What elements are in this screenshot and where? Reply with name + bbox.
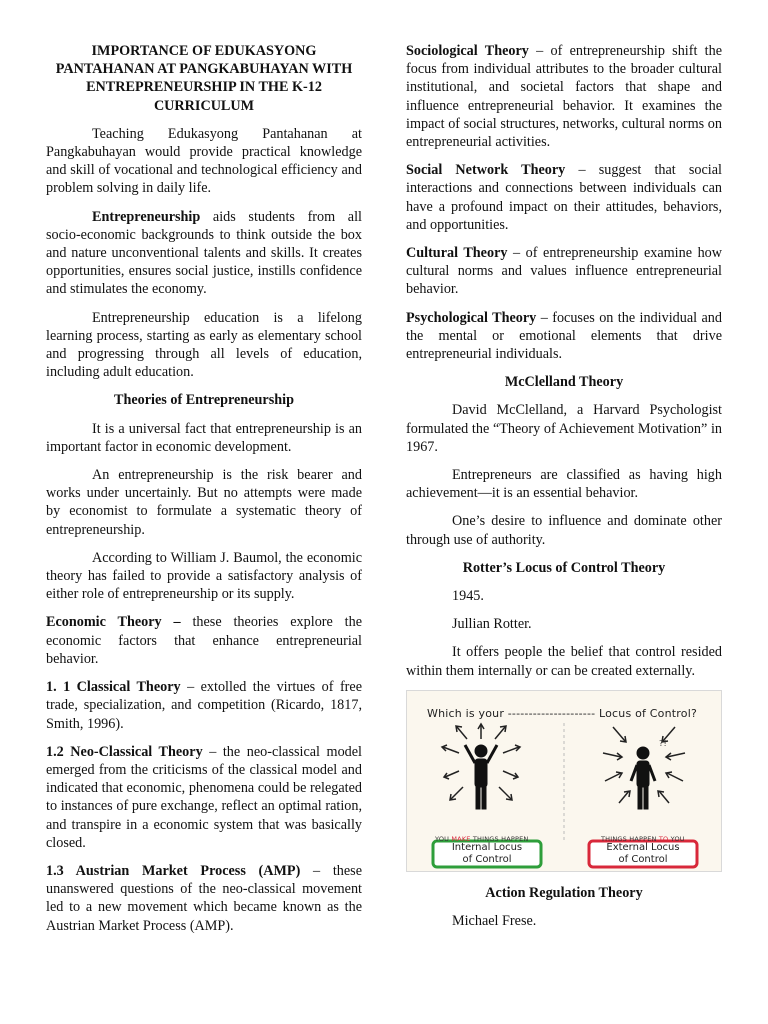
external-locus-label (589, 842, 697, 866)
right-column (406, 42, 722, 940)
mcclelland-paragraph-2: Entrepreneurs are classified as having high achievement—it is an essential behavior. (406, 467, 722, 502)
neo-classical-text: – the neo-classical model emerged from the criticisms of the classical model and indicated that economic, phenomena could be relegated to instances of pure exchange, reflect an optimal ration, and transpire in a economic system that was basically closed. (46, 743, 363, 851)
rotter-year: 1945. (452, 588, 484, 605)
figure-title: Which is your --------------------- Locus of Control? (427, 706, 697, 720)
mcclelland-paragraph-3: One’s desire to influence and dominate other through use of authority. (406, 513, 722, 548)
education-paragraph: Entrepreneurship education is a lifelong learning process, starting as early as elementary school and progressing through all levels of education, including adult education. (46, 309, 362, 381)
universal-fact-paragraph: It is a universal fact that entrepreneurship is an important factor in economic development. (46, 420, 362, 455)
question-mark-label: ?! (659, 738, 667, 748)
entrepreneurship-paragraph (46, 208, 362, 299)
internal-locus-line2: of Control (462, 853, 512, 865)
external-caption-pre: THINGS HAPPEN (601, 834, 659, 843)
psychological-text: – focuses on the individual and the mental or emotional elements that drive entrepreneurial individuals. (406, 309, 722, 363)
cultural-paragraph (406, 244, 722, 299)
social-network-term: Social Network Theory (406, 162, 566, 179)
theories-heading: Theories of Entrepreneurship (114, 392, 294, 409)
external-caption-to: TO (658, 834, 669, 843)
external-person-icon (631, 747, 655, 809)
internal-caption-pre: YOU (435, 834, 452, 843)
rotter-author: Jullian Rotter. (452, 616, 532, 633)
risk-bearer-paragraph: An entrepreneurship is the risk bearer and works under uncertainly. But no attempts were made by economist to formulate a systematic theory of entrepreneurship. (46, 467, 362, 538)
rotter-paragraph: It offers people the belief that control resided within them internally or can be created externally. (406, 644, 722, 679)
classical-theory-paragraph (46, 678, 362, 733)
economic-theory-paragraph (46, 613, 362, 668)
mcclelland-heading: McClelland Theory (504, 374, 624, 391)
external-locus-line2: of Control (618, 853, 668, 865)
left-column (46, 42, 362, 945)
sociological-text: – of entrepreneurship shift the focus from individual attributes to the broader cultural institutional, and societal factors that shape and influence entrepreneurial behavior. It examines the impact of social structures, networks, cultural norms on entrepreneurial activities. (406, 43, 722, 151)
rotter-heading: Rotter’s Locus of Control Theory (462, 559, 666, 576)
internal-locus-line1: Internal Locus (451, 841, 523, 853)
amp-term: 1.3 Austrian Market Process (AMP) (46, 862, 301, 879)
entrepreneurship-text: aids students from all socio-economic backgrounds to think outside the box and nature unconventional talents and skills. It creates opportunities, ensures social justice, instills confidence and stimulates the economy. (46, 208, 362, 298)
amp-paragraph (46, 862, 362, 935)
internal-locus-label (433, 842, 541, 866)
neo-classical-paragraph (46, 743, 362, 852)
locus-of-control-figure (406, 690, 722, 872)
social-network-text: – suggest that social interactions and connections between individuals can have a profound impact on their attitudes, behaviors, and opportunities. (406, 162, 722, 233)
sociological-paragraph (406, 42, 722, 151)
economic-theory-text: these theories explore the economic factors that enhance entrepreneurial behavior. (46, 614, 363, 667)
psychological-term: Psychological Theory (406, 309, 537, 326)
entrepreneurship-term: Entrepreneurship (92, 208, 201, 225)
baumol-paragraph: According to William J. Baumol, the economic theory has failed to provide a satisfactory analysis of either role of entrepreneurship or its supply. (46, 549, 362, 603)
social-network-paragraph (406, 161, 722, 234)
action-regulation-heading: Action Regulation Theory (485, 884, 643, 901)
neo-classical-term: 1.2 Neo-Classical Theory (46, 743, 203, 760)
sociological-term: Sociological Theory (406, 43, 529, 59)
action-regulation-author: Michael Frese. (452, 913, 537, 930)
internal-caption-post: THINGS HAPPEN (470, 834, 529, 843)
psychological-paragraph (406, 309, 722, 364)
classical-theory-text: – extolled the virtues of free trade, specialization, and competition (Ricardo, 1817, Smith, 1996). (46, 679, 362, 732)
cultural-term: Cultural Theory (406, 245, 508, 262)
mcclelland-paragraph-1: David McClelland, a Harvard Psychologist formulated the “Theory of Achievement Motivation” in 1967. (406, 402, 722, 455)
amp-text: – these unanswered questions of the neo-classical movement led to a new movement which became known as the Austrian Market Process (AMP). (46, 862, 362, 934)
internal-caption-make: MAKE (451, 834, 471, 843)
internal-person-icon (465, 745, 497, 809)
intro-paragraph: Teaching Edukasyong Pantahanan at Pangkabuhayan would provide practical knowledge and skill of vocational and technological efficiency and problem solving in daily life. (46, 125, 362, 197)
cultural-text: – of entrepreneurship examine how cultural norms and values influence entrepreneurial behavior. (406, 245, 722, 298)
economic-theory-term: Economic Theory – (46, 614, 181, 631)
external-caption-post: YOU (668, 834, 685, 843)
classical-theory-term: 1. 1 Classical Theory (46, 679, 181, 696)
document-title: IMPORTANCE OF EDUKASYONG PANTAHANAN AT PANGKABUHAYAN WITH ENTREPRENEURSHIP IN THE K-12 CURRICULUM (55, 43, 353, 114)
external-locus-line1: External Locus (606, 841, 680, 853)
